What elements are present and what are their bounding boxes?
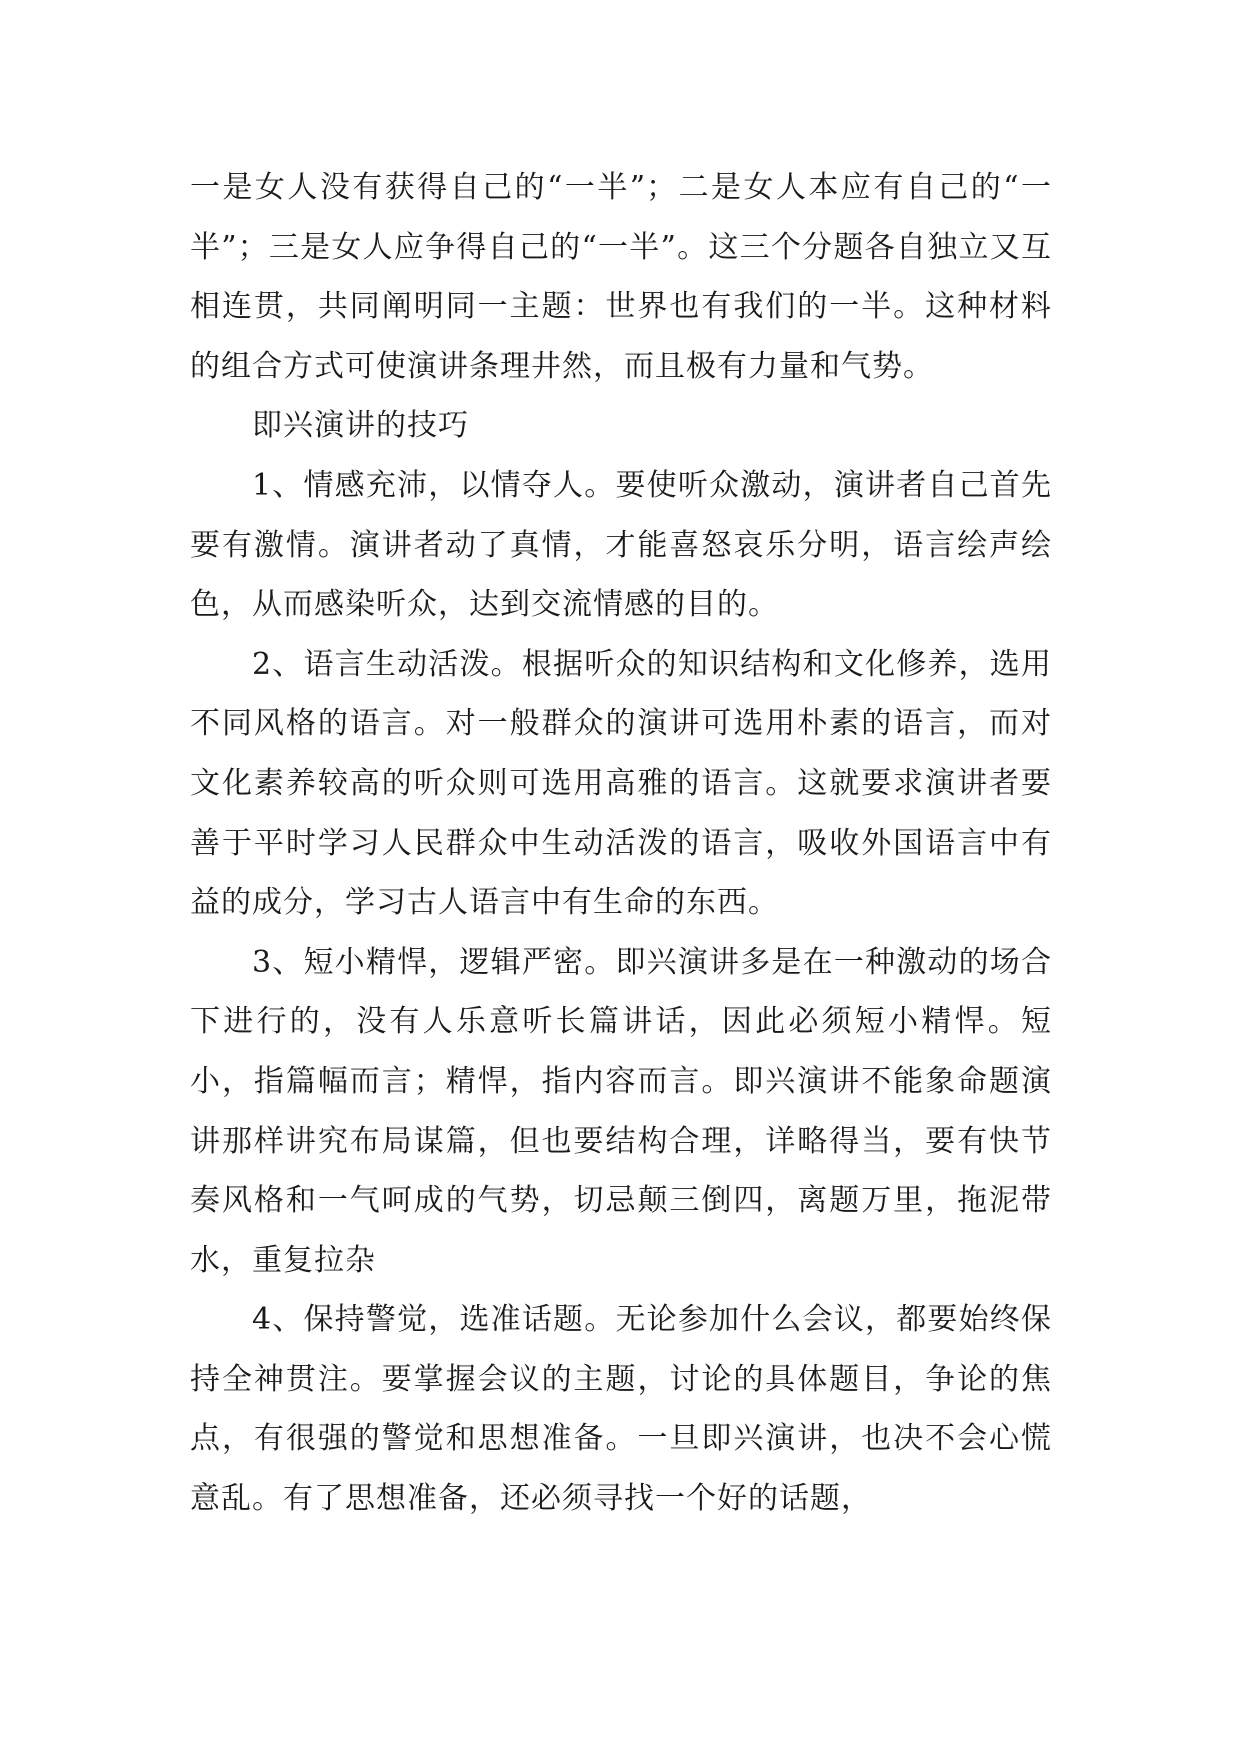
paragraph-tip-4: 4、保持警觉，选准话题。无论参加什么会议，都要始终保持全神贯注。要掌握会议的主题，讨论的具体题目，争论的焦点，有很强的警觉和思想准备。一旦即兴演讲，也决不会心慌意乱。有了思想准备，还必须寻找一个好的话题， xyxy=(190,1302,1052,1517)
paragraph-tip-3: 3、短小精悍，逻辑严密。即兴演讲多是在一种激动的场合下进行的，没有人乐意听长篇讲话，因此必须短小精悍。短小，指篇幅而言；精悍，指内容而言。即兴演讲不能象命题演讲那样讲究布局谋篇，但也要结构合理，详略得当，要有快节奏风格和一气呵成的气势，切忌颠三倒四，离题万里，拖泥带水，重复拉杂 xyxy=(190,944,1052,1278)
paragraph-tip-1: 1、情感充沛，以情夺人。要使听众激动，演讲者自己首先要有激情。演讲者动了真情，才能喜怒哀乐分明，语言绘声绘色，从而感染听众，达到交流情感的目的。 xyxy=(190,467,1052,623)
document-body xyxy=(190,158,1052,1529)
paragraph-tip-2: 2、语言生动活泼。根据听众的知识结构和文化修养，选用不同风格的语言。对一般群众的演讲可选用朴素的语言，而对文化素养较高的听众则可选用高雅的语言。这就要求演讲者要善于平时学习人民群众中生动活泼的语言，吸收外国语言中有益的成分，学习古人语言中有生命的东西。 xyxy=(190,646,1052,921)
section-heading: 即兴演讲的技巧 xyxy=(252,408,469,444)
paragraph-continuation: 一是女人没有获得自己的“一半”；二是女人本应有自己的“一半”；三是女人应争得自己的“一半”。这三个分题各自独立又互相连贯，共同阐明同一主题：世界也有我们的一半。这种材料的组合方式可使演讲条理井然，而且极有力量和气势。 xyxy=(190,170,1052,384)
